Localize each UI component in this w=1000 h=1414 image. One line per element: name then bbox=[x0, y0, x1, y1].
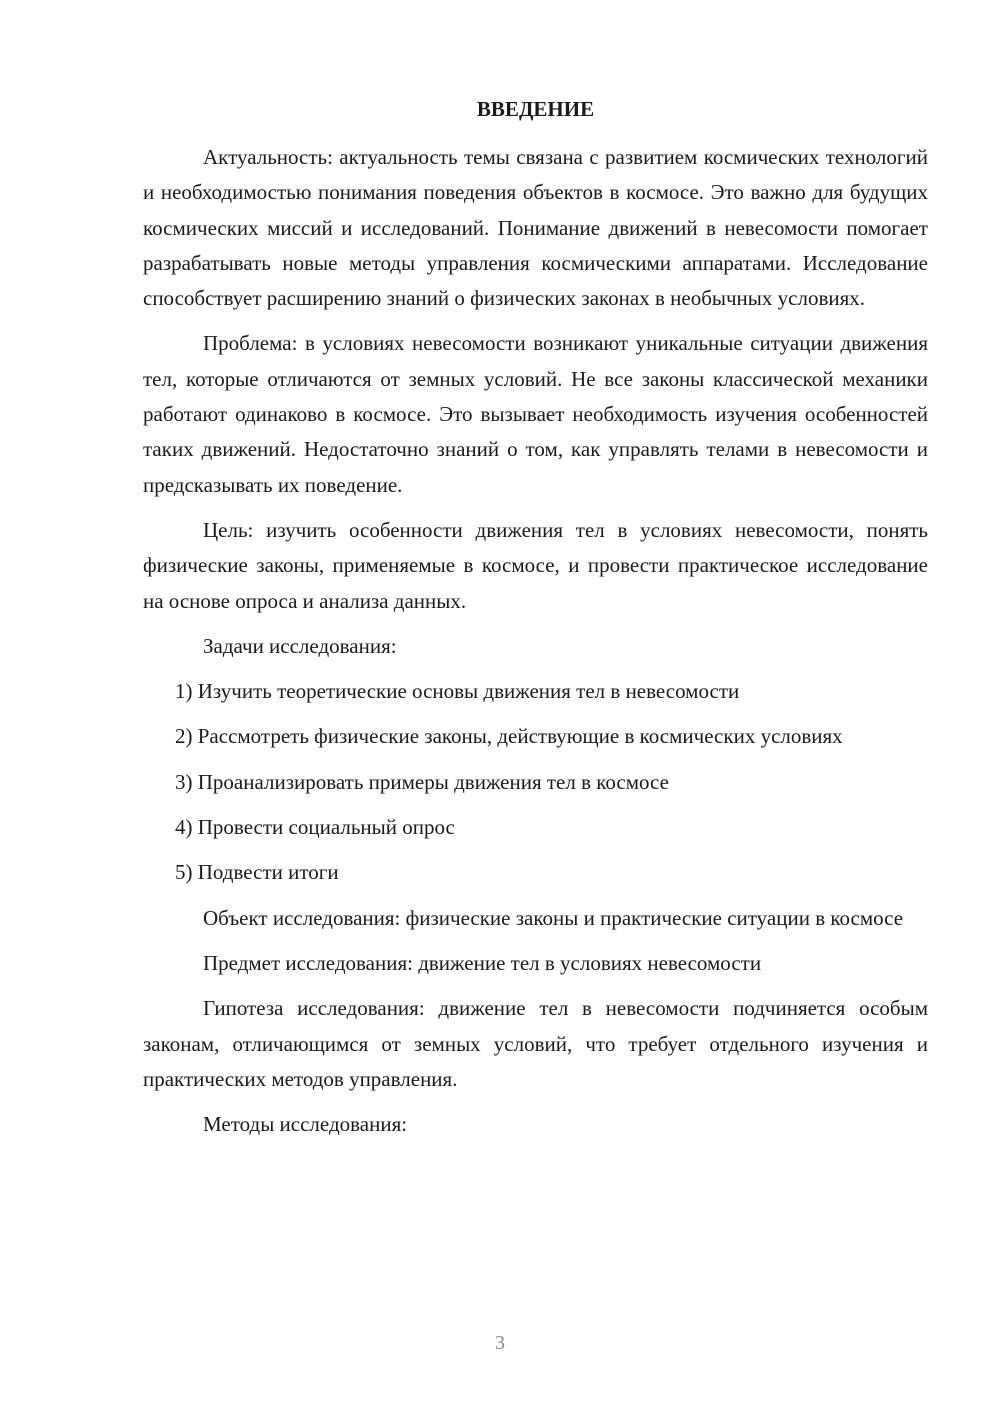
problem-paragraph: Проблема: в условиях невесомости возникают уникальные ситуации движения тел, которые отличаются от земных условий. Не все законы классической механики работают одинаково в космосе. Это вызывает необходимость изучения особенностей таких движений. Недостаточно знаний о том, как управлять телами в невесомости и предсказывать их поведение. bbox=[143, 331, 928, 497]
hypothesis-paragraph: Гипотеза исследования: движение тел в невесомости подчиняется особым законам, отличающимся от земных условий, что требует отдельного изучения и практических методов управления. bbox=[143, 996, 928, 1091]
task-item: 4) Провести социальный опрос bbox=[175, 815, 455, 840]
task-item: 5) Подвести итоги bbox=[175, 860, 339, 885]
task-item: 1) Изучить теоретические основы движения тел в невесомости bbox=[175, 679, 740, 704]
subject-paragraph: Предмет исследования: движение тел в условиях невесомости bbox=[203, 950, 762, 975]
task-item: 3) Проанализировать примеры движения тел в космосе bbox=[175, 769, 669, 794]
document-page bbox=[143, 92, 928, 1152]
section-title: ВВЕДЕНИЕ bbox=[476, 97, 595, 121]
task-item: 2) Рассмотреть физические законы, действующие в космических условиях bbox=[175, 724, 843, 749]
goal-paragraph: Цель: изучить особенности движения тел в условиях невесомости, понять физические законы, применяемые в космосе, и провести практическое исследование на основе опроса и анализа данных. bbox=[143, 517, 928, 613]
object-paragraph: Объект исследования: физические законы и практические ситуации в космосе bbox=[203, 905, 904, 930]
methods-heading: Методы исследования: bbox=[203, 1112, 408, 1137]
relevance-paragraph: Актуальность: актуальность темы связана с развитием космических технологий и необходимостью понимания поведения объектов в космосе. Это важно для будущих космических миссий и исследований. Понимание движений в невесомости помогает разрабатывать новые методы управления космическими аппаратами. Исследование способствует расширению знаний о физических законах в необычных условиях. bbox=[143, 145, 928, 311]
page-number: 3 bbox=[495, 1332, 505, 1354]
tasks-heading: Задачи исследования: bbox=[203, 633, 397, 658]
